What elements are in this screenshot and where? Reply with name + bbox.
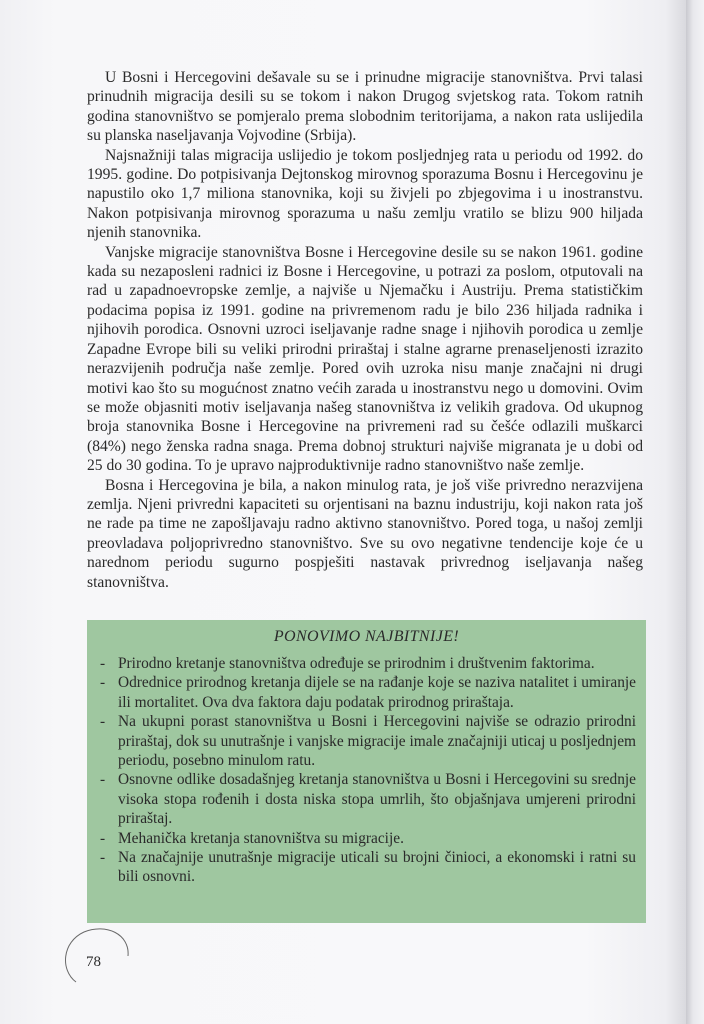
paragraph-2: Najsnažniji talas migracija uslijedio je tokom posljednjeg rata u periodu od 1992. do 1995. godine. Do potpisivanja Dejtonskog mirovnog sporazuma Bosnu i Hercegovinu je napustilo oko 1,7 miliona stanovnika, koji su živjeli po zbjegovima i u inostranstvu. Nakon potpisivanja mirovnog sporazuma u našu zemlju vratilo se blizu 900 hiljada njenih stanovnika. bbox=[87, 146, 643, 242]
summary-title: PONOVIMO NAJBITNIJE! bbox=[273, 628, 460, 645]
summary-item: - Odrednice prirodnog kretanja dijele se na rađanje koje se naziva natalitet i umiranje ili mortalitet. Ova dva faktora daju podatak prirodnog priraštaja. bbox=[97, 673, 636, 712]
main-text bbox=[87, 68, 643, 592]
paragraph-1: U Bosni i Hercegovini dešavale su se i prinudne migracije stanovništva. Prvi talasi prinudnih migracija desili su se tokom i nakon Drugog svjetskog rata. Tokom ratnih godina stanovništvo se pomjeralo prema slobodnim teritorijama, a nakon rata uslijedila su planska naseljavanja Vojvodine (Srbija). bbox=[87, 69, 643, 145]
summary-list bbox=[97, 654, 636, 887]
summary-box bbox=[87, 620, 646, 923]
page-number: 78 bbox=[86, 954, 101, 970]
paragraph-3: Vanjske migracije stanovništva Bosne i Hercegovine desile su se nakon 1961. godine kada su nezaposleni radnici iz Bosne i Hercegovine, u potrazi za poslom, otputovali na rad u zapadnoevropske zemlje, a najviše u Njemačku i Austriju. Prema statističkim podacima popisa iz 1991. godine na privremenom radu je bilo 236 hiljada radnika i njihovih porodica. Osnovni uzroci iseljavanje radne snage i njihovih porodica u zemlje Zapadne Evrope bili su veliki prirodni priraštaj i stalne agrarne prenaseljenosti izrazito nerazvijenih područja naše zemlje. Pored ovih uzroka nisu manje značajni ni drugi motivi kao što su mogućnost znatno većih zarada u inostranstvu nego u domovini. Ovim se može objasniti motiv iseljavanja našeg stanovništva iz velikih gradova. Od ukupnog broja stanovnika Bosne i Hercegovine na privremeni rad su češće odlazili muškarci (84%) nego ženska radna snaga. Prema dobnoj strukturi najviše migranata je u dobi od 25 do 30 godina. To je upravo najproduktivnije radno stanovništvo naše zemlje. bbox=[87, 243, 643, 475]
summary-item: - Na ukupni porast stanovništva u Bosni i Hercegovini najviše se odrazio prirodni priraštaj, dok su unutrašnje i vanjske migracije imale značajniji uticaj u posljednjem periodu, posebno minulom ratu. bbox=[97, 712, 636, 770]
summary-item: - Na značajnije unutrašnje migracije uticali su brojni činioci, a ekonomski i ratni su bili osnovni. bbox=[97, 848, 636, 887]
page-edge bbox=[686, 0, 704, 1024]
paragraph-4: Bosna i Hercegovina je bila, a nakon minulog rata, je još više privredno nerazvijena zemlja. Njeni privredni kapaciteti su orjentisani na baznu industriju, koji nakon rata još ne rade pa time ne zapošljavaju radno aktivno stanovništvo. Pored toga, u našoj zemlji preovladava poljoprivredno stanovništvo. Sve su ovo negativne tendencije koje će u narednom periodu sugurno pospješiti nastavak privrednog iseljavanja našeg stanovništva. bbox=[87, 476, 643, 591]
summary-item: - Prirodno kretanje stanovništva određuje se prirodnim i društvenim faktorima. bbox=[97, 654, 636, 673]
summary-item: - Osnovne odlike dosadašnjeg kretanja stanovništva u Bosni i Hercegovini su srednje visoka stopa rođenih i dosta niska stopa umrlih, što objašnjava umjereni prirodni priraštaj. bbox=[97, 770, 636, 828]
summary-item: - Mehanička kretanja stanovništva su migracije. bbox=[97, 829, 636, 848]
